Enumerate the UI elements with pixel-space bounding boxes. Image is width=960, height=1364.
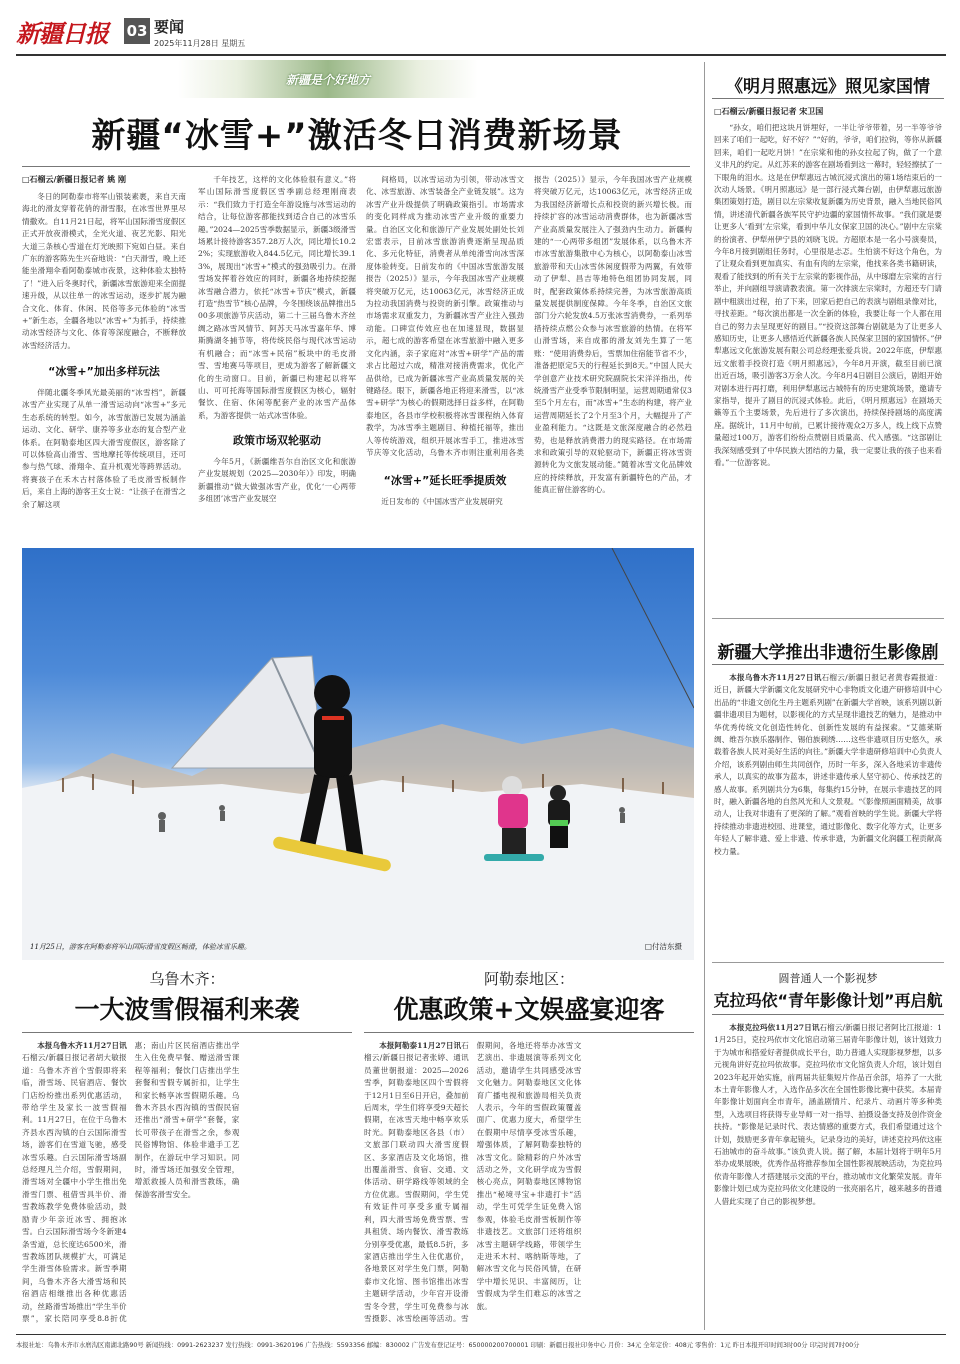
urumqi-text: 石榴云/新疆日报记者胡大敏报道：乌鲁木齐首个雪假即将来临，滑雪场、民宿酒店、餐饮门店纷纷推出系列优惠活动，带给学生及家长一波雪假福利。11月27日，在位于乌鲁木齐县水西沟镇的白云国际滑雪场，游客们在雪道飞驰，感受冰雪乐趣。白云国际滑雪场副总经理凡兰介绍，雪假期间，滑雪场对全疆中小学生推出免滑雪门票、租借雪具半价、滑雪教练教学免费体验活动，鼓励青少年亲近冰雪、拥抱冰雪。白云国际滑雪场今冬新建4条雪道，总长度达6500米，滑雪教练团队规模扩大，可满足学生滑雪体验需求。新雪季期间，乌鲁木齐各大滑雪场和民宿酒店相继推出各种优惠活动，丝路滑雪场推出“学生半价票”，家长陪同享受8.8折优惠；南山片区民宿酒店推出学生入住免费早餐、赠送滑雪课程等福利；餐饮门店推出学生套餐和雪假专属折扣，让学生和家长畅享冰雪假期乐趣。乌鲁木齐县水西沟镇的雪假民宿还推出“滑雪+研学”套餐，家长可带孩子在滑雪之余，参观民俗博物馆、体验非遗手工艺制作，在游玩中学习知识。同时，滑雪场还加强安全管理，增派救援人员和滑雪教练，确保游客滑雪安全。 <box>22 1041 240 1323</box>
xjdx-body <box>714 672 942 954</box>
lead-column-4 <box>534 174 692 534</box>
xjdx-headline: 新疆大学推出非遗衍生影像剧 <box>717 643 939 663</box>
urumqi-headline: 一大波雪假福利来袭 <box>74 995 300 1024</box>
lead-subhead-1: “冰雪+”加出多样玩法 <box>48 365 160 378</box>
altay-text: 石榴云/新疆日报记者张婷、通讯员董世朝报道：2025—2026雪季，阿勒泰地区四个雪假将于12月1日至6日开启，叠加前后周末，学生们将享受9天超长假期，在冰雪天地中畅享欢乐时光。阿勒泰地区各县（市）文旅部门联动四大滑雪度假区、多家酒店及文化场馆，推出覆盖滑雪、食宿、交通、文体活动、研学路线等领域的全方位优惠。雪假期间，学生凭有效证件可享受多重专属福利，四大滑雪场免费雪票、雪具租赁、场内餐饮、滑雪教练分别享受优惠，最低8.5折，多家酒店推出学生入住优惠价，各地景区对学生免门票，阿勒泰市文化馆、图书馆推出冰雪主题研学活动，少年宫开设滑雪冬令营，学生可免费参与冰雪摄影、冰雪绘画等活动。雪假期间，各地还将举办冰雪文艺演出、非遗展演等系列文化活动，邀请学生共同感受冰雪文化魅力。阿勒泰地区文化体育广播电视和旅游局相关负责人表示，今年的雪假政策覆盖面广、优惠力度大，希望学生在假期中尽情享受冰雪乐趣，增强体质，了解阿勒泰独特的冰雪文化。除精彩的户外冰雪活动之外，文化研学成为雪假核心亮点，阿勒泰地区博物馆推出“秘境寻宝+非遗打卡”活动，学生可凭学生证免费入馆参观，体验毛皮滑雪板制作等非遗技艺。文旅部门还将组织冰雪主题研学线路，带领学生走进禾木村、喀纳斯等地，了解冰雪文化与民俗风情，在研学中增长见识、丰富阅历，让雪假成为学生们难忘的冰雪之旅。 <box>364 1041 582 1323</box>
lead-byline: □石榴云/新疆日报记者 姚 刚 <box>22 175 127 184</box>
kebi-body <box>714 1022 942 1328</box>
xjdx-text: 石榴云/新疆日报记者黄春霞报道：近日，新疆大学新疆文化发展研究中心非物质文化遗产研修培训中心出品的“非遗文创化生丹主题系列剧”在新疆大学首映，该系列剧以新疆非遗项目为题材，以影视化的方式呈现非遗技艺的魅力，是推动中华优秀传统文化创造性转化、创新性发展的有益探索。“艾德莱斯绸、维吾尔族乐器制作、锡伯族刺绣……这些非遗项目历史悠久，承载着各族人民对美好生活的向往。”新疆大学非遗研修培训中心负责人介绍，该系列剧由师生共同创作，历时一年多，深入各地采访非遗传承人，以真实的故事为蓝本，讲述非遗传承人坚守初心、传承技艺的感人故事。系列剧共分为6集，每集约15分钟，在展示非遗技艺的同时，融入新疆各地的自然风光和人文景观。“《影像照画面精美，故事动人，让我对非遗有了更深的了解。”观看首映的学生说。新疆大学将持续推动非遗进校园、进课堂，通过影像化、数字化等方式，让更多年轻人了解非遗、爱上非遗、传承非遗，为新疆文化润疆工程贡献高校力量。 <box>714 673 942 856</box>
lead-col2-text-a: 千年技艺，这样的文化体验很有意义。”将军山国际滑雪度假区雪季副总经理刚商表示：“我们致力于打造全年游设施与冰雪运动的结合，让每位游客都能找到适合自己的冰雪乐趣。”2024—2025雪季数据显示，新疆3级滑雪场累计接待游客357.28万人次，同比增长10.22%；实现旅游收入844.5亿元，同比增长39.13%，展现出“冰雪+”模式的强劲吸引力。在滑雪场发挥着谷效应的同时，新疆各地持续挖掘冰雪融合潜力，依托“冰雪+节庆”模式，新疆打造“热雪节”核心品牌，今冬围绕该品牌推出500多项旅游节庆活动，第二十三届乌鲁木齐丝绸之路冰雪风情节、阿苏天马冰雪嘉年华、博斯腾湖冬捕节等，将传统民俗与现代冰雪运动有机融合；而“冰雪+民宿”板块中的毛皮滑雪、雪地赛马等项目，更成为游客了解新疆文化的生动窗口。目前，新疆已构建起以将军山、可可托海等国际滑雪度假区为核心，辐射餐饮、住宿、休闲等配套产业的冰雪产品体系，为游客提供一站式冰雪体验。 <box>198 175 356 420</box>
kebi-byline: 本报克拉玛依11月27日讯 <box>729 1023 820 1032</box>
xjdx-byline: 本报乌鲁木齐11月27日讯 <box>729 673 822 682</box>
lead-col1-text-a: 冬日的阿勒泰市将军山银装素裹，来自天南海北的滑友穿着花俏的滑雪服，在冰雪世界里尽情撒欢。自11月21日起，将军山国际滑雪度假区正式开放夜滑模式，全光火道、夜艺光影、阳光大道三条核心雪道在灯光映照下宛如白昼。来自广东的游客陈先生兴奋地说：“白天滑雪，晚上还能坐滑翔伞看阿勒泰城市夜景，这种体验太独特了！”进入后冬奥时代，新疆冰雪旅游迎来全面提速升级，从以往单一的冰雪运动，逐步扩展为融合文化、体育、休闲、民俗等多元体验的“冰雪+”新生态，全疆各地以“冰雪+”为抓手，持续推动冰雪经济与文化、体育等深度融合，不断释放冰雪经济活力。 <box>22 192 186 350</box>
ming-byline: □石榴云/新疆日报记者 宋卫国 <box>714 107 824 116</box>
issue-date: 2025年11月28日 星期五 <box>154 39 246 48</box>
page-number: 03 <box>124 18 150 44</box>
kebi-headline: 克拉玛依“青年影像计划”再启航 <box>713 991 943 1010</box>
kebi-kicker: 圆普通人一个影视梦 <box>778 972 878 985</box>
altay-body <box>364 1040 694 1328</box>
lead-col2-text-b: 今年5月，《新疆维吾尔自治区文化和旅游产业发展规划（2025—2030年）》印发，明确新疆推动“做大做强冰雪产业，优化‘一心两带多组团’冰雪产业发展空 <box>198 457 356 504</box>
masthead <box>16 12 946 54</box>
ski-photo <box>22 548 694 960</box>
newspaper-logo: 新疆日报 <box>16 19 108 48</box>
banner-label: 新疆是个好地方 <box>285 73 370 87</box>
urumqi-byline: 本报乌鲁木齐11月27日讯 <box>37 1041 127 1050</box>
ming-body: “孙女，咱们把这块月饼埋好，一半让爷爷带着，另一半等爷爷回来了咱们一起吃，好不好？”“好的，爷爷，咱们拉钩，等你从新疆回来，咱们一起吃月饼！”在宗棠和他的孙女拉起了钩，做了一个意义非凡的约定。从红苏来的游客在剧场看到这一幕时，轻轻擦拭了一下眼角的泪水。这是在伊犁惠远古城沉浸式演出的第1场结束后的一次动人场景。《明月照惠远》是一部行浸式舞台剧，由伊犁惠远旅游集团策划打造，剧目以左宗棠收复新疆为历史背景，融入当地民俗风情，讲述清代新疆各族军民守护边疆的家国情怀故事。“我们就是要让更多人‘看到’左宗棠，看到中华儿女保家卫国的决心。”剧中左宗棠的扮演者、伊犁州伊宁县的刘晓飞说。方超原本是一名小号演奏员，今年8月接到剧组任务时，心里很是忐忑。生怕演不好这个角色，为了让观众看到更加真实、有血有肉的左宗棠，他找来各类书籍研读，观看了能找到的所有关于左宗棠的影视作品，从中琢磨左宗棠的言行举止，并向剧组导演请教表演。第一次排演左宗棠时，方超还专门请剧中粗演出过程，拍了下来，回家后把自己的表演与剧组录像对比，寻找差距。“每次演出都是一次全新的体验，我要让每一个人都在用自己的努力去呈现更好的剧目。”“投资这部舞台剧就是为了让更多人感知历史，让更多人感悟近代新疆各族人民保家卫国的家国情怀。”伊犁惠远文化旅游发展有限公司总经理张爱兵说。2022年底，伊犁惠远文旅着手投资打造《明月照惠远》，今年8月开演，截至目前已演出近百场，吸引游客3万余人次。今年8月4日剧目公演后，剧组开始对剧本进行再打磨，利用伊犁惠远古城特有的历史建筑场景，邀请专家指导，提升了剧目的沉浸式体验。此后，《明月照惠远》在剧场天籁等五个主要场景，先后进行了多次演出，持续保持剧场的高度满座。据统计，11月中旬前，已累计接待观众2万多人，线上线下点赞量超过100万，游客们纷纷点赞剧目质量高、代入感强。“这部剧让我深刻感受到了中华民族大团结的力量，我一定要让我的孩子也来看看。”一位游客说。 <box>714 123 942 467</box>
footer-info: 本报社址：乌鲁木齐市水磨沟区南湖北路90号 新闻热线：0991-2623237 发行热线：0991-3620196 广告热线：5593356 邮编：830002 广告发布登记证号：650000200700001 印刷：新疆日报社印务中心 月价：34元 全年定价：408元 零售价：1元 昨日本报开印时间3时00分 印完时间7时00分 <box>16 1342 860 1349</box>
lead-column-3 <box>366 174 524 534</box>
lead-col1-text-b: 伴随北疆冬季风光最美丽的“冰雪档”，新疆冰雪产业实现了从单一滑雪运动向“冰雪+”多元生态系统的转型。如今，冰雪旅游已发展为涵盖运动、文化、研学、康养等多业态的复合型产业体系。在阿勒泰地区四大滑雪度假区，游客除了可以体验高山滑雪、雪地摩托等传统项目，还可参与热气球、滑翔伞、直升机观光等跨界活动。将赛孩子在禾木古村落体验了毛皮滑雪板制作后，来自上海的游客王女士说：“让孩子在滑雪之余了解这项 <box>22 388 186 509</box>
altay-headline: 优惠政策+文娱盛宴迎客 <box>393 995 665 1024</box>
ski-scene-illustration <box>22 548 694 960</box>
kebi-text: 石榴云/新疆日报记者阿比江报道：11月25日，克拉玛依市文化馆启动第三届青年影像计划，该计划致力于为城市和搭爱好者提供成长平台，助力普通人实现影视梦想，以多元视角讲好克拉玛依故事。克拉玛依市文化馆负责人介绍，该计划自2023年起开始实施，前两届共征集短片作品百余部，培养了一大批本土青年影像人才，入选作品多次在全国性影像比赛中获奖。本届青年影像计划面向全市青年，涵盖剧情片、纪录片、动画片等多种类型，入选项目将获得专业导师一对一指导、拍摄设备支持及创作资金扶持。“影像是记录时代、表达情感的重要方式，我们希望通过这个计划，鼓励更多青年拿起镜头，记录身边的美好，讲述克拉玛依这座石油城市的奋斗故事。”该负责人说。据了解，本届计划将于明年5月举办成果展映，优秀作品将推荐参加全国性影视展映活动，为克拉玛依青年影像人才搭建展示交流的平台，推动城市文化繁荣发展。青年影像计划已成为克拉玛依文化建设的一张亮丽名片，越来越多的普通人借此实现了自己的影视梦想。 <box>714 1023 942 1206</box>
ming-headline: 《明月照惠远》照见家国情 <box>726 77 930 97</box>
photo-credit: □付洁东摄 <box>644 942 682 951</box>
photo-caption: 11月25日，游客在阿勒泰将军山国际滑雪度假区畅滑，体验冰雪乐趣。 <box>30 943 251 951</box>
lead-col3-text-b: 近日发布的《中国冰雪产业发展研究 <box>381 497 503 506</box>
section-name: 要闻 <box>154 18 185 36</box>
lead-subhead-2: 政策市场双轮驱动 <box>233 434 321 447</box>
lead-column-1 <box>22 174 186 534</box>
altay-kicker: 阿勒泰地区： <box>483 970 574 988</box>
lead-headline: 新疆“冰雪+”激活冬日消费新场景 <box>91 116 623 156</box>
lead-col4-text: 报告（2025）》显示，今年我国冰雪产业规模将突破万亿元，达10063亿元，冰雪经济正成为我国经济新增长点和投资的新兴增长极。而持续扩容的冰雪运动消费群体，也为新疆冰雪产业高质量发展注入了强劲内生动力。新疆构建的“一心两带多组团”发展体系，以乌鲁木齐市冰雪旅游集散中心为核心，以阿勒泰山冰雪旅游带和天山冰雪休闲度假带为两翼，有效带动了伊犁、昌吉等地特色组团协同发展，同时，配套政策体系持续完善，为冰雪旅游高质量发展提供制度保障。今年冬季，自治区文旅部门分六轮发放4.5万张冰雪消费券，一系列举措持续点燃公众参与冰雪旅游的热情。在将军山滑雪场，来自成都的滑友刘先生算了一笔账：“使用消费券后，雪票加住宿能节省不少，准备把原定5天的行程延长到8天。”中国人民大学创意产业技术研究院副院长宋洋洋指出，传统滑雪产业受季节限制明显，运营周期通常仅3至5个月左右，而“冰雪+”生态的构建，将产业运营周期延长了2个月至3个月，大幅提升了产业盈利能力。“这既是文旅深度融合的必然趋势，也是释放消费潜力的现实路径。在市场需求和政策引导的双轮驱动下，新疆正将冰雪资源转化为文旅发展动能。”随着冰雪文化品牌效应的持续释放，开发富有新疆特色的产品，才能真正留住游客的心。 <box>534 175 692 495</box>
lead-col3-text-a: 间格局，以冰雪运动为引领，带动冰雪文化、冰雪旅游、冰雪装备全产业链发展”。这为冰雪产业升级提供了明确政策指引。市场需求的变化同样成为推动冰雪产业升级的重要力量。自治区文化和旅游厅产业发展处副处长刘宏雷表示，目前冰雪旅游消费逐渐呈现品质化、多元化特征，消费者从单纯滑雪向冰雪深度体验转变。日前发布的《中国冰雪旅游发展报告（2025）》显示，今年我国冰雪产业规模将突破万亿元，达10063亿元，冰雪经济正成为拉动我国消费与投资的新引擎。政策推动与市场需求双重发力，为新疆冰雪产业注入强劲动能。口碑宣传效应也在加速显现，数据显示，超七成的游客希望在冰雪旅游中融入更多文化内涵，亲子家庭对“冰雪+研学”产品的需求占比超过六成，精准对接消费需求，优化产品供给，已成为新疆冰雪产业高质量发展的关键路径。眼下，新疆各地正将迎来滑雪，以“冰雪+研学”为核心的假期选择日益多样，在阿勒泰地区，各县市学校积极将冰雪课程纳入体育教学，为冰雪季主题剧目、种植托福等，推出人等传统游戏，组织开展冰雪手工，推进冰雪节庆等文化活动，乌鲁木齐市则注重利用各类 <box>366 175 524 457</box>
lead-column-2 <box>198 174 356 534</box>
urumqi-kicker: 乌鲁木齐： <box>149 970 225 988</box>
section-banner <box>178 60 478 98</box>
altay-byline: 本报阿勒泰11月27日讯 <box>379 1041 462 1050</box>
lead-subhead-3: “冰雪+”延长旺季提质效 <box>383 474 507 487</box>
urumqi-body <box>22 1040 352 1328</box>
